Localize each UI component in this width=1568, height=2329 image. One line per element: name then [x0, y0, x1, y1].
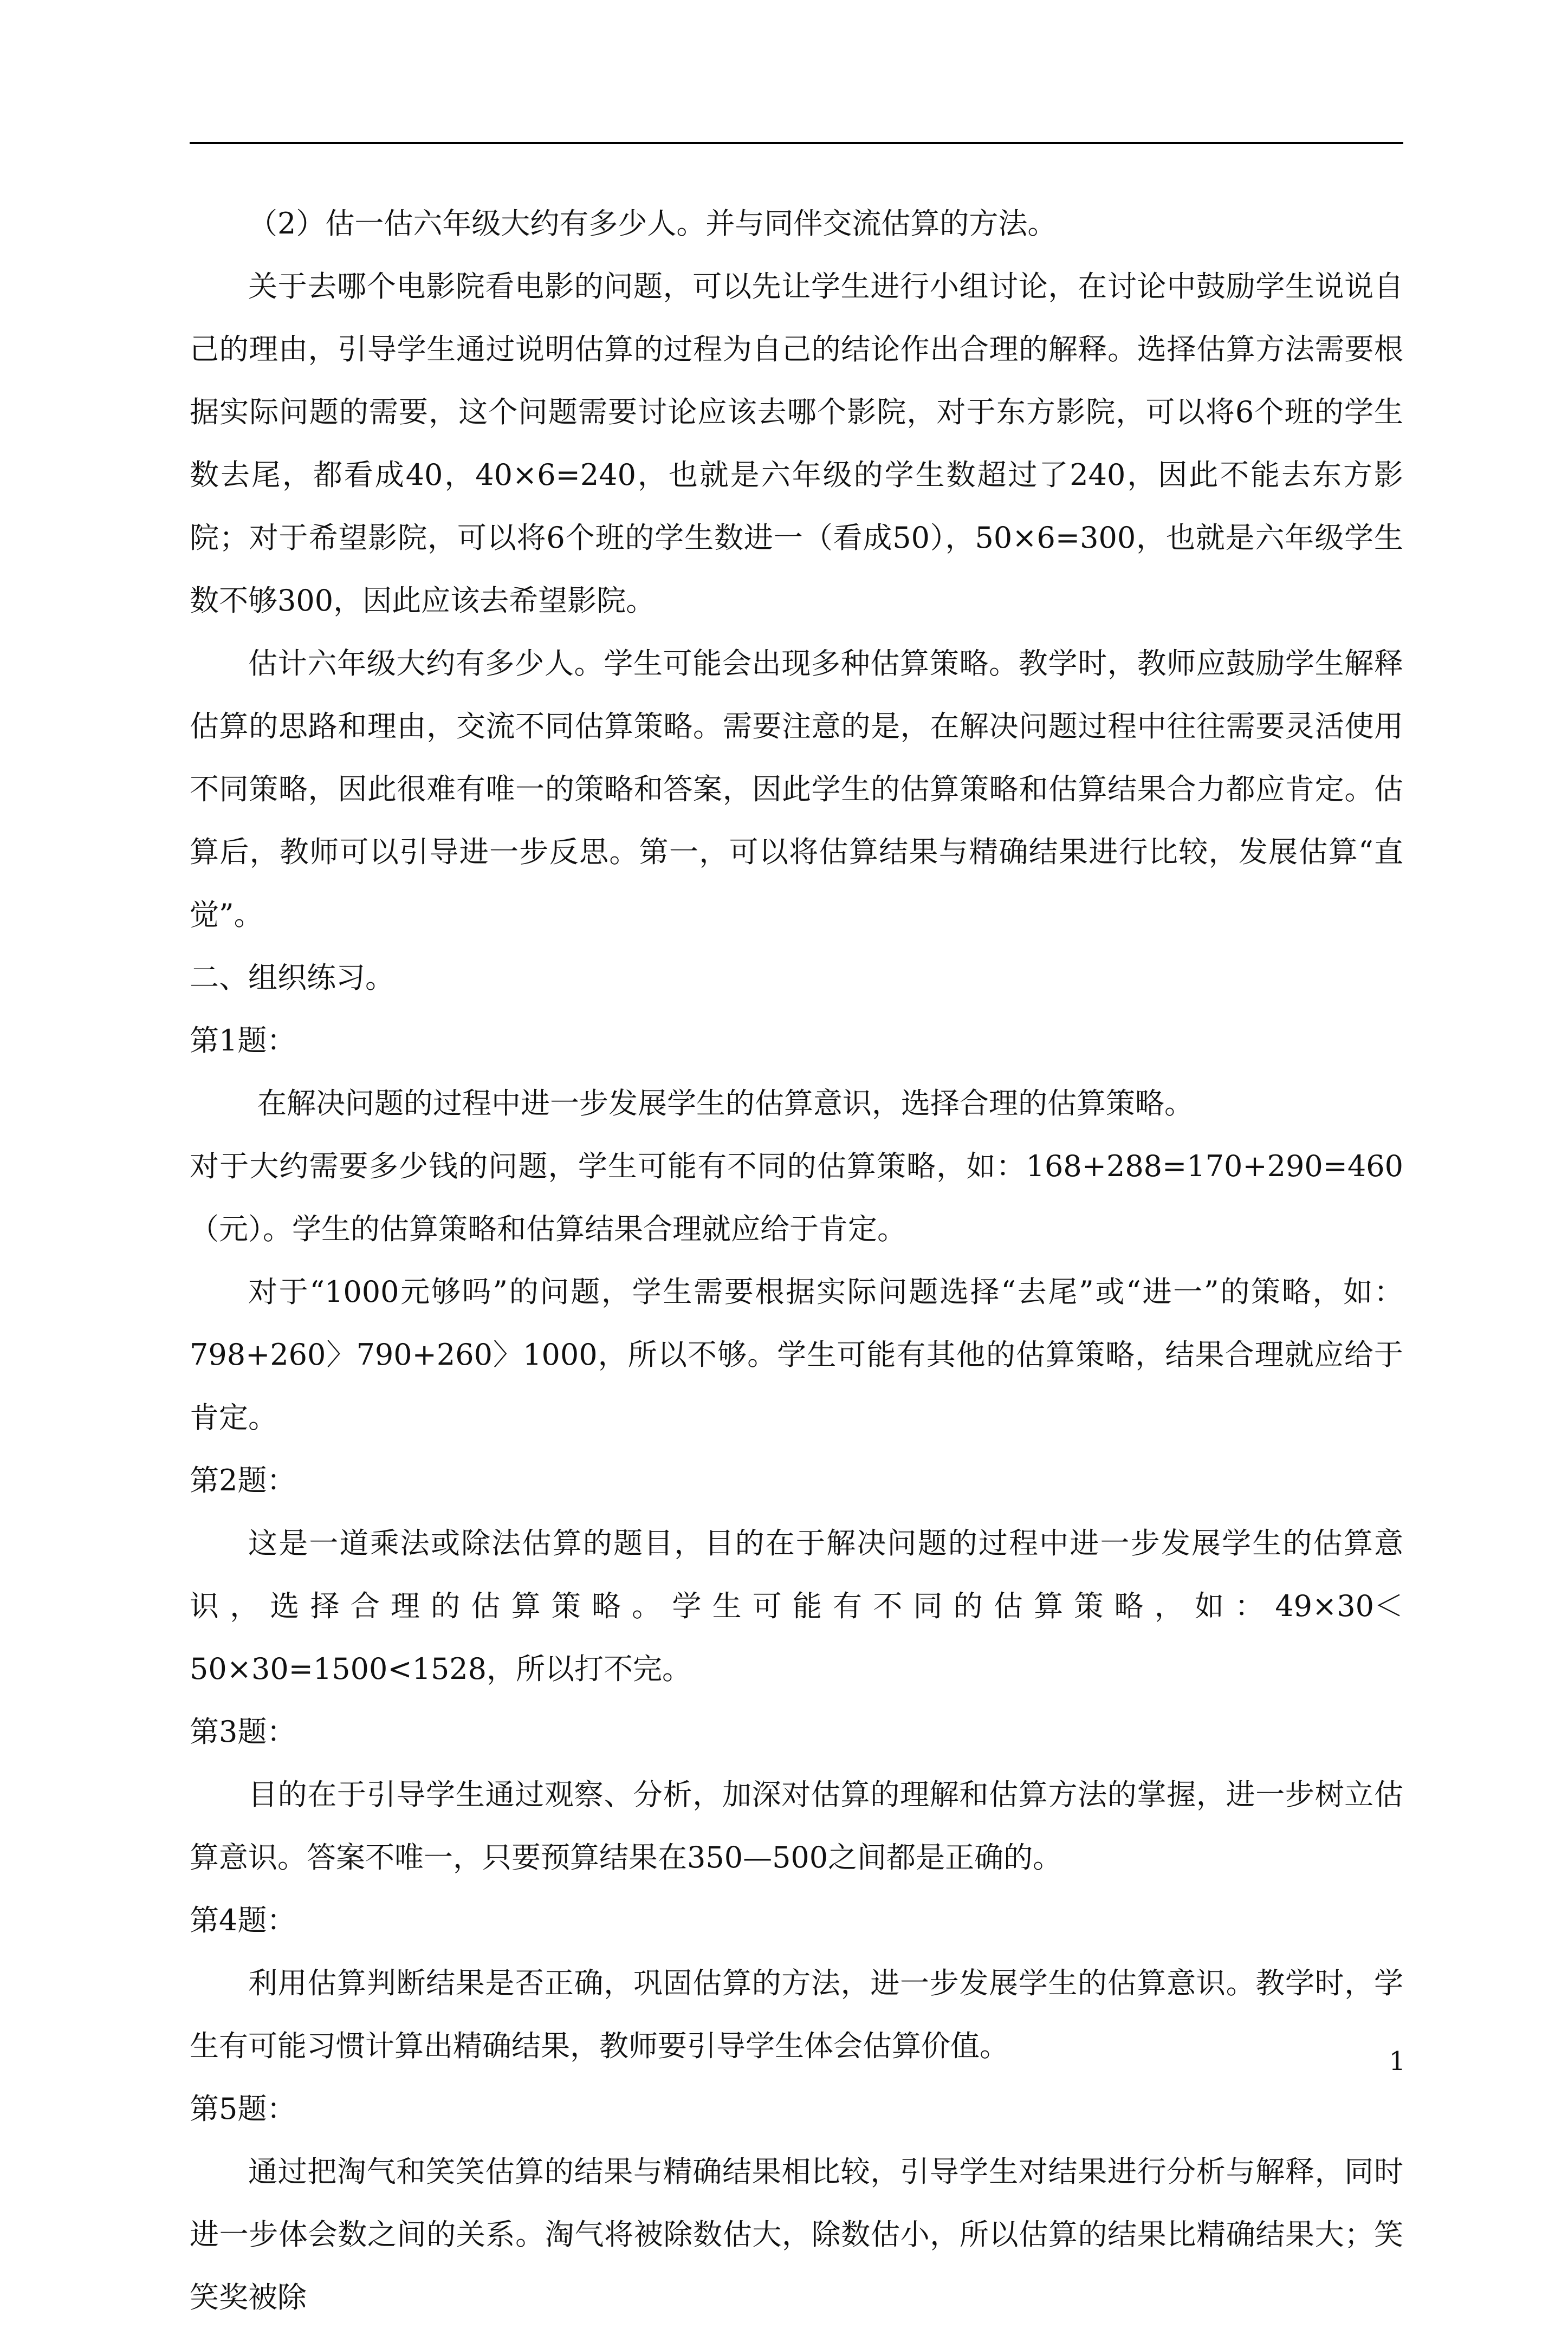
body-text [190, 192, 1403, 2329]
page-number: 1 [1389, 2046, 1405, 2077]
question-heading-2: 第2题： [190, 1463, 296, 1497]
paragraph-q1-money: 对于大约需要多少钱的问题，学生可能有不同的估算策略，如：168+288=170+290=460（元）。学生的估算策略和估算结果合理就应给于肯定。 [190, 1149, 1403, 1246]
question-heading-5: 第5题： [190, 2092, 296, 2126]
paragraph-q4: 利用估算判断结果是否正确，巩固估算的方法，进一步发展学生的估算意识。教学时，学生有可能习惯计算出精确结果，教师要引导学生体会估算价值。 [190, 1966, 1403, 2063]
paragraph-estimate-sixth-grade: （2）估一估六年级大约有多少人。并与同伴交流估算的方法。 [248, 206, 1057, 241]
question-heading-4: 第4题： [190, 1903, 296, 1937]
paragraph-q1-goal: 在解决问题的过程中进一步发展学生的估算意识，选择合理的估算策略。 [257, 1086, 1194, 1120]
paragraph-q2: 这是一道乘法或除法估算的题目，目的在于解决问题的过程中进一步发展学生的估算意识，选择合理的估算策略。学生可能有不同的估算策略，如：49×30＜50×30=1500<1528，所以打不完。 [190, 1526, 1403, 1686]
question-heading-3: 第3题： [190, 1715, 296, 1749]
header-rule [190, 142, 1403, 144]
paragraph-cinema-discussion: 关于去哪个电影院看电影的问题，可以先让学生进行小组讨论，在讨论中鼓励学生说说自己的理由，引导学生通过说明估算的过程为自己的结论作出合理的解释。选择估算方法需要根据实际问题的需要，这个问题需要讨论应该去哪个影院，对于东方影院，可以将6个班的学生数去尾，都看成40，40×6=240，也就是六年级的学生数超过了240，因此不能去东方影院；对于希望影院，可以将6个班的学生数进一（看成50），50×6=300，也就是六年级学生数不够300，因此应该去希望影院。 [190, 269, 1403, 618]
paragraph-q5: 通过把淘气和笑笑估算的结果与精确结果相比较，引导学生对结果进行分析与解释，同时进一步体会数之间的关系。淘气将被除数估大，除数估小，所以估算的结果比精确结果大；笑笑奖被除 [190, 2155, 1403, 2314]
paragraph-estimation-strategies: 估计六年级大约有多少人。学生可能会出现多种估算策略。教学时，教师应鼓励学生解释估算的思路和理由，交流不同估算策略。需要注意的是，在解决问题过程中往往需要灵活使用不同策略，因此很难有唯一的策略和答案，因此学生的估算策略和估算结果合力都应肯定。估算后，教师可以引导进一步反思。第一，可以将估算结果与精确结果进行比较，发展估算“直觉”。 [190, 646, 1403, 932]
question-heading-1: 第1题： [190, 1023, 296, 1058]
section-heading-practice: 二、组织练习。 [190, 961, 394, 995]
paragraph-q1-enough: 对于“1000元够吗”的问题，学生需要根据实际问题选择“去尾”或“进一”的策略，如：798+260〉790+260〉1000，所以不够。学生可能有其他的估算策略，结果合理就应给于肯定。 [190, 1275, 1403, 1435]
paragraph-q3: 目的在于引导学生通过观察、分析，加深对估算的理解和估算方法的掌握，进一步树立估算意识。答案不唯一，只要预算结果在350—500之间都是正确的。 [190, 1777, 1403, 1874]
